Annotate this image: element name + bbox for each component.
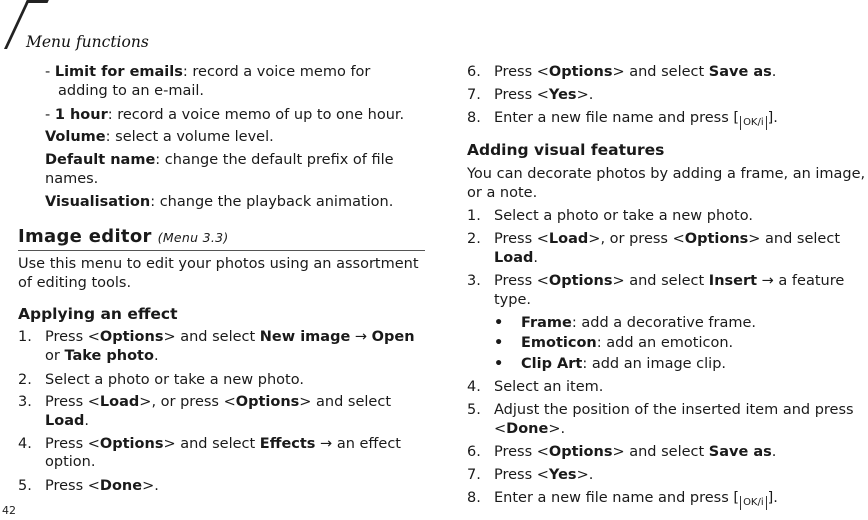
step-2: 2. bbox=[18, 372, 32, 388]
vf-step-6-text: Press <Options> and select Save as. bbox=[494, 444, 777, 460]
section-intro-cont: of editing tools. bbox=[18, 275, 132, 291]
vf-step-4-text: Select an item. bbox=[494, 379, 604, 395]
vf-step-2-text: Press <Load>, or press <Options> and select bbox=[494, 231, 841, 247]
top-step-8: 8. bbox=[467, 110, 481, 126]
vf-step-2-text-cont: Load. bbox=[494, 250, 538, 266]
step-3: 3. bbox=[18, 394, 32, 410]
bullet-frame: • Frame: add a decorative frame. bbox=[494, 315, 756, 331]
step-4-text-cont: option. bbox=[45, 454, 96, 470]
section-intro: Use this menu to edit your photos using an assortment bbox=[18, 256, 419, 272]
page-number: 42 bbox=[2, 504, 16, 517]
vf-step-1: 1. bbox=[467, 208, 481, 224]
setting-default-name: Default name: change the default prefix of file bbox=[45, 152, 394, 168]
step-2-text: Select a photo or take a new photo. bbox=[45, 372, 304, 388]
step-3-text: Press <Load>, or press <Options> and select bbox=[45, 394, 392, 410]
vf-step-1-text: Select a photo or take a new photo. bbox=[494, 208, 753, 224]
vf-step-5: 5. bbox=[467, 402, 481, 418]
section-rule bbox=[18, 250, 425, 251]
option-1-hour: - 1 hour: record a voice memo of up to one hour. bbox=[45, 107, 405, 123]
top-step-8-text: Enter a new file name and press [ OK/i ]. bbox=[494, 110, 778, 128]
step-4-text: Press <Options> and select Effects → an effect bbox=[45, 436, 401, 452]
step-5-text: Press <Done>. bbox=[45, 478, 159, 494]
step-5: 5. bbox=[18, 478, 32, 494]
visual-features-intro-cont: or a note. bbox=[467, 185, 538, 201]
step-4: 4. bbox=[18, 436, 32, 452]
visual-features-intro: You can decorate photos by adding a frame, an image, bbox=[467, 166, 866, 182]
setting-default-name-cont: names. bbox=[45, 171, 99, 187]
vf-step-7-text: Press <Yes>. bbox=[494, 467, 594, 483]
setting-volume: Volume: select a volume level. bbox=[45, 129, 274, 145]
setting-visualisation: Visualisation: change the playback animation. bbox=[45, 194, 394, 210]
vf-step-3-text: Press <Options> and select Insert → a feature bbox=[494, 273, 845, 289]
vf-step-8-text: Enter a new file name and press [ OK/i ]. bbox=[494, 490, 778, 508]
step-1: 1. bbox=[18, 329, 32, 345]
bullet-clip-art: • Clip Art: add an image clip. bbox=[494, 356, 727, 372]
vf-step-6: 6. bbox=[467, 444, 481, 460]
subsection-applying-effect: Applying an effect bbox=[18, 305, 178, 323]
top-step-6: 6. bbox=[467, 64, 481, 80]
vf-step-2: 2. bbox=[467, 231, 481, 247]
option-limit-for-emails-cont: adding to an e-mail. bbox=[58, 83, 205, 99]
ok-key-icon: OK/i bbox=[740, 116, 767, 130]
vf-step-5-text-cont: <Done>. bbox=[494, 421, 566, 437]
step-3-text-cont: Load. bbox=[45, 413, 89, 429]
step-1-text-cont: or Take photo. bbox=[45, 348, 159, 364]
vf-step-4: 4. bbox=[467, 379, 481, 395]
vf-step-7: 7. bbox=[467, 467, 481, 483]
vf-step-3-text-cont: type. bbox=[494, 292, 532, 308]
top-step-7-text: Press <Yes>. bbox=[494, 87, 594, 103]
ok-key-icon: OK/i bbox=[740, 496, 767, 510]
top-step-6-text: Press <Options> and select Save as. bbox=[494, 64, 777, 80]
section-title: Image editor (Menu 3.3) bbox=[18, 226, 229, 247]
vf-step-5-text: Adjust the position of the inserted item and press bbox=[494, 402, 854, 418]
running-head: Menu functions bbox=[26, 33, 149, 51]
step-1-text: Press <Options> and select New image → Open bbox=[45, 329, 415, 345]
top-step-7: 7. bbox=[467, 87, 481, 103]
vf-step-8: 8. bbox=[467, 490, 481, 506]
bullet-emoticon: • Emoticon: add an emoticon. bbox=[494, 335, 734, 351]
option-limit-for-emails: - Limit for emails: record a voice memo for bbox=[45, 64, 371, 80]
vf-step-3: 3. bbox=[467, 273, 481, 289]
menu-reference: (Menu 3.3) bbox=[157, 230, 229, 245]
subsection-adding-visual-features: Adding visual features bbox=[467, 141, 665, 159]
